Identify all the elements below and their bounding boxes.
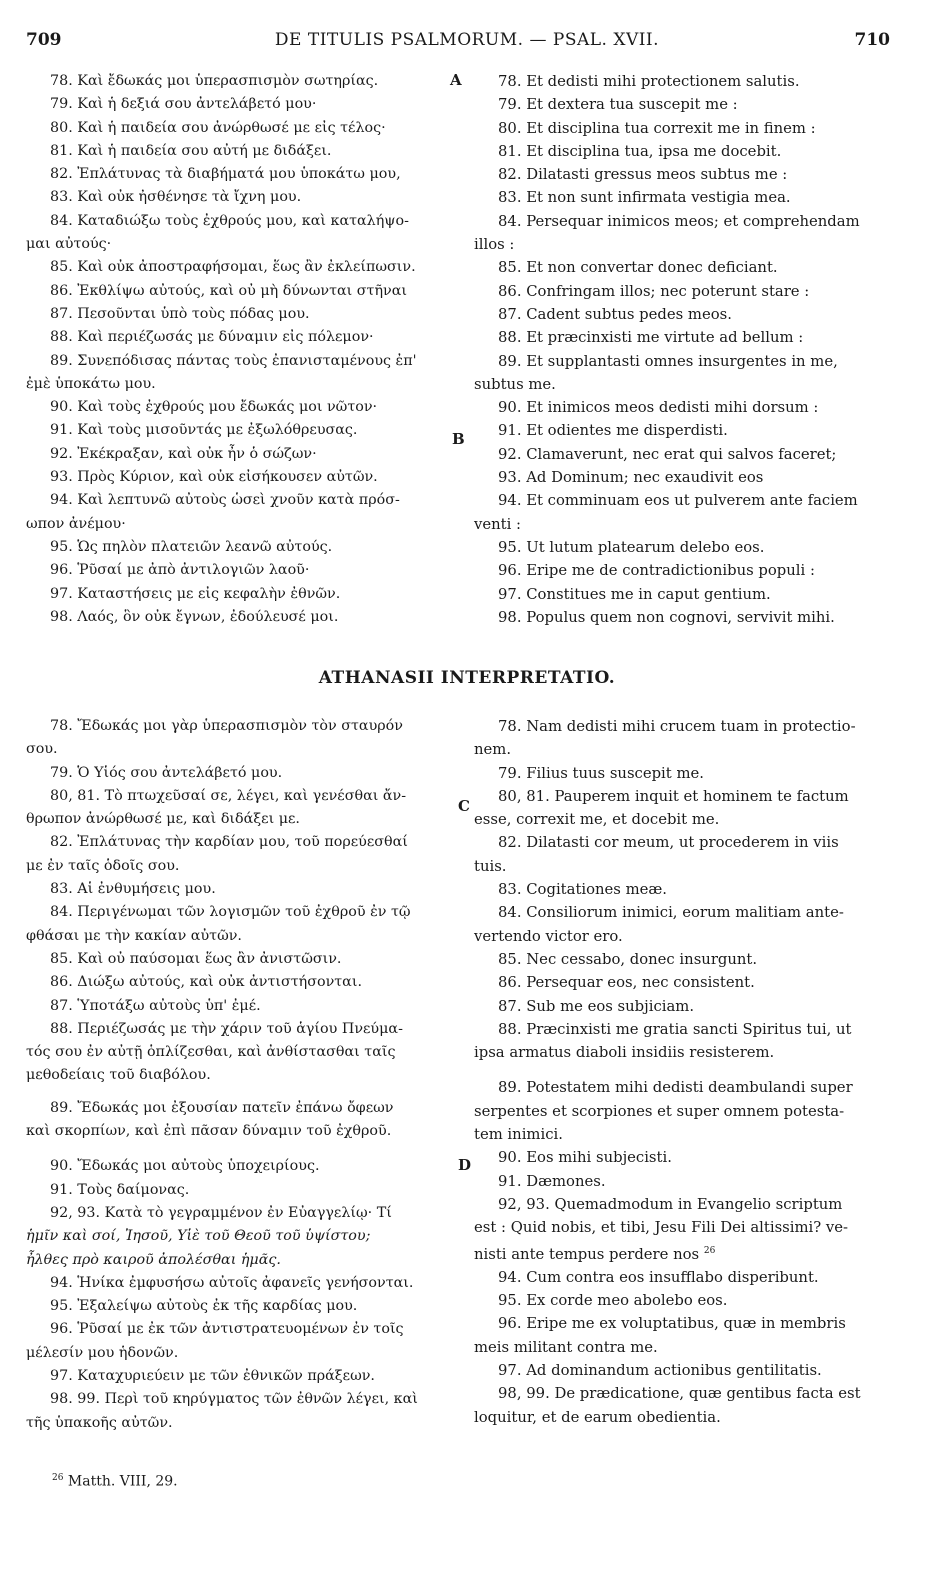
latin-verse-line: subtus me. [474,375,556,393]
running-title: DE TITULIS PSALMORUM. — PSAL. XVII. [274,30,660,50]
page-header [0,30,934,58]
footnote-mark: 26 [52,1473,64,1483]
greek-commentary-line: 90. Ἔδωκάς μοι αὐτοὺς ὑποχειρίους. [50,1158,320,1175]
greek-verse-line: 88. Καὶ περιέζωσάς με δύναμιν εἰς πόλεμον· [50,329,374,346]
greek-verse-line: 79. Καὶ ἡ δεξιά σου ἀντελάβετό μου· [50,96,317,113]
latin-commentary-line: 82. Dilatasti cor meum, ut procederem in viis [498,834,839,852]
greek-commentary-line: 91. Τοὺς δαίμονας. [50,1181,190,1198]
greek-commentary-line: ἦλθες πρὸ καιροῦ ἀπολέσθαι ἡμᾶς. [26,1251,281,1268]
latin-commentary-line: 84. Consiliorum inimici, eorum malitiam ante- [498,904,844,922]
latin-verse-line: 83. Et non sunt infirmata vestigia mea. [498,189,791,207]
greek-commentary-line: 92, 93. Κατὰ τὸ γεγραμμένον ἐν Εὐαγγελίῳ· Τί [50,1204,392,1221]
latin-commentary-line: 87. Sub me eos subjiciam. [498,997,695,1015]
greek-commentary-line: 78. Ἔδωκάς μοι γὰρ ὑπερασπισμὸν τὸν σταυρόν [50,718,403,734]
latin-commentary-line: 96. Eripe me ex voluptatibus, quæ in membris [498,1315,846,1333]
greek-verse-line: 83. Καὶ οὐκ ἠσθένησε τὰ ἴχνη μου. [50,189,302,206]
greek-verse-line: 93. Πρὸς Κύριον, καὶ οὐκ εἰσήκουσεν αὐτῶν. [50,469,378,486]
margin-marker-b: B [452,430,465,448]
footnote-reference: 26 [703,1245,716,1256]
greek-commentary-line: 88. Περιέζωσάς με τὴν χάριν τοῦ ἁγίου Πνεύμα- [50,1020,403,1037]
greek-commentary-line: 79. Ὁ Υἱός σου ἀντελάβετό μου. [50,764,283,781]
latin-verse-line: 93. Ad Dominum; nec exaudivit eos [498,469,764,487]
greek-commentary-line: 80, 81. Τὸ πτωχεῦσαί σε, λέγει, καὶ γενέσθαι ἄν- [50,787,407,804]
latin-commentary-line: tem inimici. [474,1126,563,1144]
greek-verse-line: 85. Καὶ οὐκ ἀποστραφήσομαι, ἕως ἂν ἐκλείπωσιν. [50,259,416,276]
greek-verse-line: 94. Καὶ λεπτυνῶ αὐτοὺς ὡσεὶ χνοῦν κατὰ πρόσ- [50,492,400,509]
latin-commentary-line: 88. Præcinxisti me gratia sancti Spiritus tui, ut [498,1020,852,1038]
margin-marker-c: C [458,797,470,815]
greek-verse-line: 78. Καὶ ἔδωκάς μοι ὑπερασπισμὸν σωτηρίας. [50,73,379,89]
greek-commentary-line: τῆς ὑπακοῆς αὐτῶν. [26,1414,173,1431]
greek-commentary-line: 87. Ὑποτάξω αὐτοὺς ὑπ' ἐμέ. [50,997,261,1014]
greek-commentary-line: καὶ σκορπίων, καὶ ἐπὶ πᾶσαν δύναμιν τοῦ ἐχθροῦ. [26,1123,392,1140]
greek-commentary-line: φθάσαι με τὴν κακίαν αὐτῶν. [26,927,242,944]
latin-commentary-line: nem. [474,741,512,759]
latin-commentary-line: 90. Eos mihi subjecisti. [498,1149,672,1167]
greek-commentary-line: 89. Ἔδωκάς μοι ἐξουσίαν πατεῖν ἐπάνω ὄφεων [50,1099,394,1116]
greek-commentary-line: τός σου ἐν αὐτῇ ὁπλίζεσθαι, καὶ ἀνθίστασθαι ταῖς [26,1044,396,1061]
latin-commentary-line: 83. Cogitationes meæ. [498,881,668,899]
greek-verse-line: 89. Συνεπόδισας πάντας τοὺς ἐπανισταμένους ἐπ' [50,352,417,369]
latin-commentary-line: 95. Ex corde meo abolebo eos. [498,1292,728,1310]
latin-commentary-line: loquitur, et de earum obedientia. [474,1408,721,1426]
spacer [26,1143,456,1155]
greek-commentary-line: μέλεσίν μου ἡδονῶν. [26,1344,179,1361]
latin-commentary-line: 98, 99. De prædicatione, quæ gentibus facta est [498,1385,861,1403]
greek-commentary-line: 83. Αἱ ἐνθυμήσεις μου. [50,881,216,898]
section-title: ATHANASII INTERPRETATIO. [318,668,616,688]
latin-verse-line: 79. Et dextera tua suscepit me : [498,96,738,114]
page-number-left: 709 [26,30,62,50]
footnote-text: Matth. VIII, 29. [67,1473,178,1490]
latin-verse-line: 92. Clamaverunt, nec erat qui salvos faceret; [498,445,837,463]
latin-commentary-line: 85. Nec cessabo, donec insurgunt. [498,950,758,968]
greek-verse-line: 91. Καὶ τοὺς μισοῦντάς με ἐξωλόθρευσας. [50,422,358,439]
greek-commentary-line: με ἐν ταῖς ὁδοῖς σου. [26,857,180,874]
latin-verse-line: 88. Et præcinxisti me virtute ad bellum : [498,329,804,347]
greek-verse-line: 82. Ἐπλάτυνας τὰ διαβήματά μου ὑποκάτω μου, [50,166,401,183]
spacer [474,1064,892,1076]
latin-commentary-line: ipsa armatus diaboli insidiis resisterem. [474,1044,775,1062]
latin-verse-line: 89. Et supplantasti omnes insurgentes in me, [498,352,838,370]
greek-commentary-line: 98. 99. Περὶ τοῦ κηρύγματος τῶν ἐθνῶν λέγει, καὶ [50,1391,418,1408]
latin-commentary-line: meis militant contra me. [474,1338,658,1356]
latin-commentary-line [474,1240,892,1266]
latin-commentary-text: nisti ante tempus perdere nos [474,1245,700,1263]
greek-verse-line: 80. Καὶ ἡ παιδεία σου ἀνώρθωσέ με εἰς τέλος· [50,119,386,136]
latin-commentary-line: est : Quid nobis, et tibi, Jesu Fili Dei altissimi? ve- [474,1219,849,1237]
spacer [26,1088,456,1097]
greek-commentary-line: 96. Ῥῦσαί με ἐκ τῶν ἀντιστρατευομένων ἐν τοῖς [50,1321,404,1338]
latin-verse-line: 94. Et comminuam eos ut pulverem ante faciem [498,492,858,510]
latin-verse-line: 98. Populus quem non cognovi, servivit mihi. [498,608,835,626]
margin-marker-a: A [450,71,462,89]
greek-verse-line: 84. Καταδιώξω τοὺς ἐχθρούς μου, καὶ καταλήψο- [50,212,409,229]
greek-commentary-line: μεθοδείαις τοῦ διαβόλου. [26,1067,211,1084]
greek-commentary-line: 82. Ἐπλάτυνας τὴν καρδίαν μου, τοῦ πορεύεσθαί [50,834,408,851]
latin-commentary-line: 79. Filius tuus suscepit me. [498,764,704,782]
greek-verse-line: 98. Λαός, ὃν οὐκ ἔγνων, ἐδούλευσέ μοι. [50,608,339,625]
greek-column-interpretation [26,715,456,1435]
greek-verse-line: ἐμὲ ὑποκάτω μου. [26,375,156,392]
latin-commentary-line: 92, 93. Quemadmodum in Evangelio scriptum [498,1195,843,1213]
greek-verse-line: 86. Ἐκθλίψω αὐτούς, καὶ οὐ μὴ δύνωνται στῆναι [50,282,407,299]
greek-commentary-line: 97. Καταχυριεύειν με τῶν ἐθνικῶν πράξεων. [50,1368,375,1385]
greek-commentary-line: 85. Καὶ οὐ παύσομαι ἕως ἂν ἀνιστῶσιν. [50,950,342,967]
latin-column-interpretation [474,715,892,1429]
latin-verse-line: 82. Dilatasti gressus meos subtus me : [498,166,788,184]
latin-verse-line: 96. Eripe me de contradictionibus populi : [498,562,815,580]
latin-verse-line: 97. Constitues me in caput gentium. [498,585,771,603]
greek-verse-line: ωπον ἀνέμου· [26,515,126,532]
greek-verse-line: 81. Καὶ ἡ παιδεία σου αὐτή με διδάξει. [50,142,332,159]
greek-commentary-line: σου. [26,741,58,758]
latin-commentary-line: serpentes et scorpiones et super omnem potesta- [474,1102,845,1120]
latin-verse-line: 91. Et odientes me disperdisti. [498,422,728,440]
page-number-right: 710 [854,30,890,50]
latin-verse-line: 78. Et dedisti mihi protectionem salutis. [498,73,800,90]
greek-verse-line: 92. Ἐκέκραξαν, καὶ οὐκ ἦν ὁ σώζων· [50,445,317,462]
latin-verse-line: 87. Cadent subtus pedes meos. [498,305,732,323]
latin-verse-line: 84. Persequar inimicos meos; et comprehendam [498,212,860,230]
latin-commentary-line: 80, 81. Pauperem inquit et hominem te factum [498,787,849,805]
greek-commentary-line: 95. Ἐξαλείψω αὐτοὺς ἐκ τῆς καρδίας μου. [50,1298,358,1315]
greek-verse-line: 96. Ῥῦσαί με ἀπὸ ἀντιλογιῶν λαοῦ· [50,562,310,579]
greek-commentary-line: 86. Διώξω αὐτούς, καὶ οὐκ ἀντιστήσονται. [50,974,362,991]
margin-marker-d: D [458,1156,472,1174]
latin-commentary-line: 78. Nam dedisti mihi crucem tuam in protectio- [498,718,856,735]
greek-commentary-line: 84. Περιγένωμαι τῶν λογισμῶν τοῦ ἐχθροῦ ἐν τῷ [50,904,411,921]
latin-verse-line: 85. Et non convertar donec deficiant. [498,259,778,277]
greek-verse-line: 95. Ὡς πηλὸν πλατειῶν λεανῶ αὐτούς. [50,538,333,555]
greek-verse-line: μαι αὐτούς· [26,236,112,253]
latin-commentary-line: tuis. [474,857,507,875]
greek-commentary-line: ἡμῖν καὶ σοί, Ἰησοῦ, Υἱὲ τοῦ Θεοῦ τοῦ ὑψίστου; [26,1228,371,1245]
latin-verse-line: 86. Confringam illos; nec poterunt stare : [498,282,810,300]
latin-commentary-line: esse, correxit me, et docebit me. [474,811,720,829]
greek-commentary-line: 94. Ἡνίκα ἐμφυσήσω αὐτοῖς ἀφανεῖς γενήσονται. [50,1274,414,1291]
latin-verse-line: 81. Et disciplina tua, ipsa me docebit. [498,142,782,160]
latin-commentary-line: vertendo victor ero. [474,927,623,945]
latin-verse-line: 90. Et inimicos meos dedisti mihi dorsum : [498,399,819,417]
latin-commentary-line: 86. Persequar eos, nec consistent. [498,974,755,992]
latin-verse-line: 80. Et disciplina tua correxit me in finem : [498,119,816,137]
latin-verse-line: 95. Ut lutum platearum delebo eos. [498,538,765,556]
latin-commentary-line: 89. Potestatem mihi dedisti deambulandi super [498,1079,853,1097]
greek-verse-line: 90. Καὶ τοὺς ἐχθρούς μου ἔδωκάς μοι νῶτον· [50,399,378,416]
greek-commentary-line: θρωπον ἀνώρθωσέ με, καὶ διδάξει με. [26,811,300,828]
latin-commentary-line: 97. Ad dominandum actionibus gentilitatis. [498,1361,822,1379]
latin-column-psalm [474,70,892,629]
greek-verse-line: 87. Πεσοῦνται ὑπὸ τοὺς πόδας μου. [50,305,310,322]
latin-commentary-line: 91. Dæmones. [498,1172,606,1190]
latin-verse-line: illos : [474,236,515,254]
greek-verse-line: 97. Καταστήσεις με εἰς κεφαλὴν ἐθνῶν. [50,585,341,602]
latin-commentary-line: 94. Cum contra eos insufflabo disperibunt. [498,1268,819,1286]
latin-verse-line: venti : [474,515,522,533]
footnote [52,1473,178,1490]
greek-column-psalm [26,70,456,629]
